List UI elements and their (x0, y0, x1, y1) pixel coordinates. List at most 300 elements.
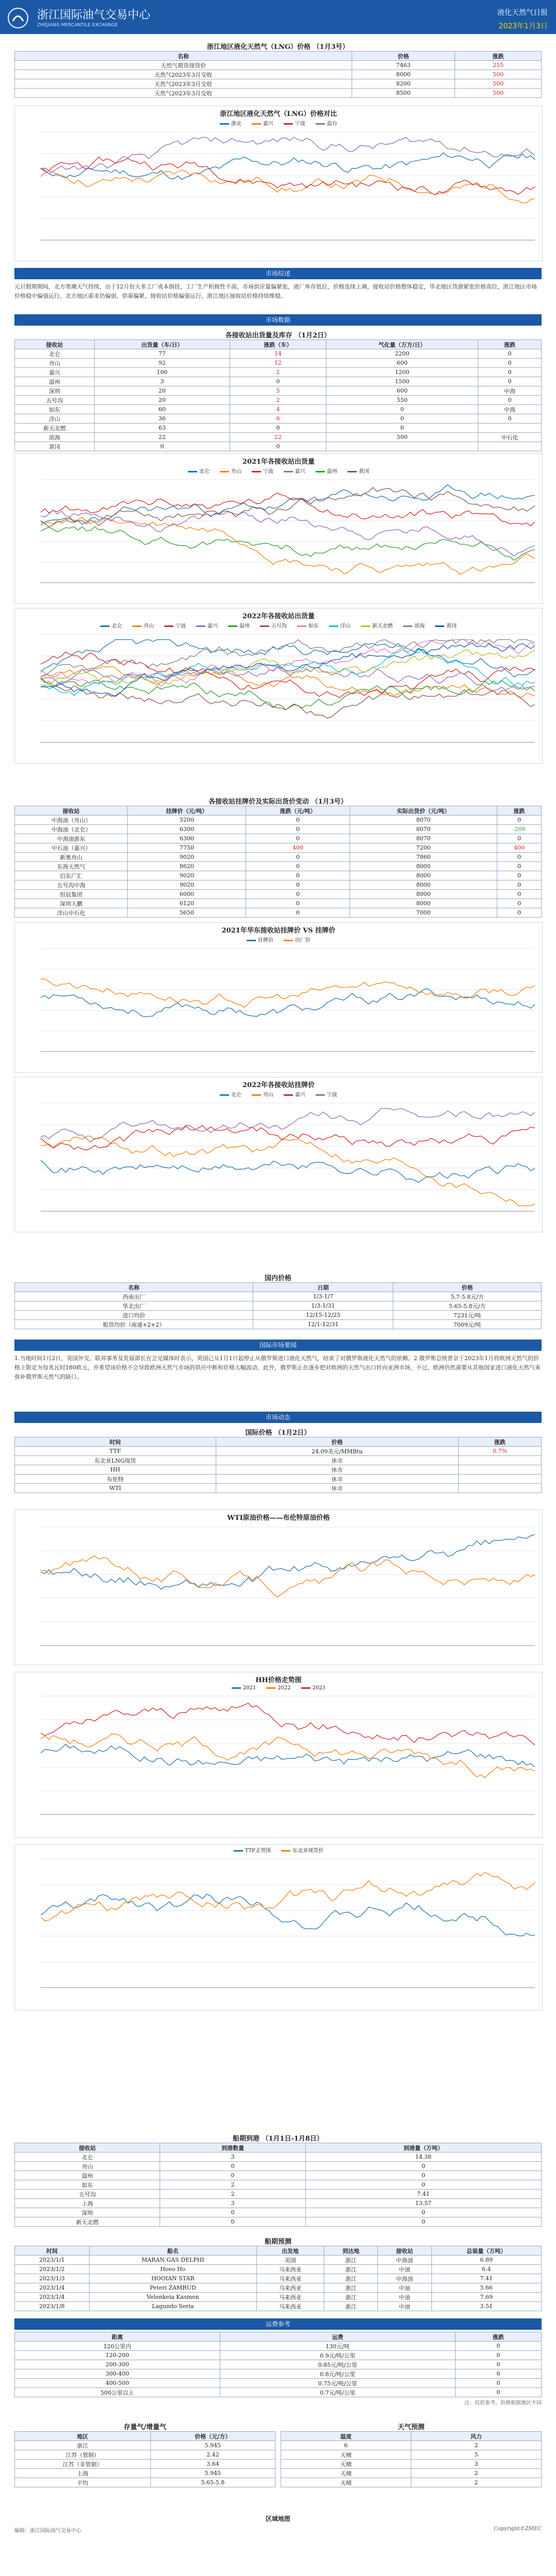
table-cell: 马来西亚 (256, 2274, 324, 2283)
table-cell: 2023/1/4 (15, 2293, 90, 2302)
table-cell: 上海 (15, 2469, 151, 2478)
table-cell: 0 (478, 349, 542, 359)
col-header: 接收站 (15, 806, 128, 816)
table-row (15, 2293, 542, 2302)
table-cell: 12/1-12/31 (253, 1320, 393, 1329)
table-cell: 中油 (378, 2265, 431, 2274)
table-cell: 2023/1/1 (15, 2256, 90, 2265)
region-map-label: 区域地图 (265, 2515, 290, 2522)
col-header: 出货量（车/日） (94, 340, 230, 349)
table-row (15, 825, 542, 834)
col-header: 时间 (15, 1437, 216, 1447)
table-cell: 0.85元/吨/公里 (220, 2360, 455, 2369)
table-cell: 7463 (352, 61, 455, 70)
table-cell: 8200 (352, 79, 455, 89)
table-cell: 0 (246, 899, 350, 908)
table-row (15, 2265, 542, 2274)
series-line (41, 979, 535, 1007)
table-cell: 0 (478, 377, 542, 386)
chart-2021-list-price (14, 922, 543, 1073)
col-header: 日期 (253, 1283, 393, 1292)
series-line (41, 989, 535, 1017)
legend-item: 2022 (266, 1685, 290, 1691)
terminal-price-table (14, 806, 542, 918)
freight-note: 注：仅供参考，价格根据地区不同 (464, 2400, 542, 2406)
table-cell: 8000 (350, 871, 497, 880)
chart-legend (15, 119, 542, 127)
table-cell: 0 (497, 899, 541, 908)
ship-arrival-section (14, 2133, 542, 2227)
table-cell: 浙江 (324, 2302, 378, 2311)
table-row (15, 1311, 542, 1320)
terminal-date: （1月2日） (294, 332, 331, 340)
line-chart (15, 943, 540, 1067)
table-cell: HH (15, 1465, 216, 1475)
table-cell: 0 (160, 2171, 305, 2180)
table-row (15, 2274, 542, 2283)
table-cell: 255 (455, 61, 542, 70)
table-cell: 0 (456, 2369, 542, 2379)
col-header: 涨跌 (478, 340, 542, 349)
table-cell: 7.69 (431, 2293, 541, 2302)
col-header: 运费 (220, 2332, 455, 2342)
table-cell: 中海油（舟山） (15, 816, 128, 825)
table-cell: 8070 (350, 834, 497, 843)
col-header: 涨跌 (497, 806, 541, 816)
legend-item: 嘉兴 (196, 623, 218, 629)
table-cell: 滨海 (15, 433, 95, 442)
table-row (15, 908, 542, 918)
table-row (15, 89, 542, 98)
section-bar-dynamics: 市场动态 (14, 1412, 542, 1423)
weather-title: 天气预测 (397, 2424, 425, 2431)
col-header: 价格 (393, 1283, 542, 1292)
section-bar-data: 市场数据 (14, 314, 542, 326)
table-cell: 0 (478, 368, 542, 377)
table-cell: 8500 (352, 89, 455, 98)
table-cell: 500 (326, 433, 478, 442)
table-cell: 马来西亚 (256, 2265, 324, 2274)
table-row (15, 368, 542, 377)
table-cell: 7.41 (305, 2190, 541, 2199)
table-cell: 新奥舟山 (15, 853, 128, 862)
table-row (15, 1484, 542, 1493)
table-cell: 5.945 (150, 2469, 275, 2478)
table-cell: 3 (94, 377, 230, 386)
legend-item: 嘉兴 (252, 121, 273, 127)
table-row (15, 1320, 542, 1329)
table-row (15, 862, 542, 871)
legend-item: 黄冈 (348, 469, 369, 474)
table-cell: 0 (497, 853, 541, 862)
chart-legend (15, 1846, 542, 1854)
section-bar-freight: 运费参考 (14, 2318, 542, 2330)
table-cell: 中海油（北仑） (15, 825, 128, 834)
table-cell: 0 (246, 880, 350, 890)
chart-hh-price (14, 1672, 543, 1838)
table-cell: 1200 (326, 368, 478, 377)
line-chart (15, 629, 540, 758)
table-cell: 0 (246, 871, 350, 880)
table-cell: 2023/1/3 (15, 2274, 90, 2283)
table-cell: 0 (497, 908, 541, 918)
table-cell: 7231元/吨 (393, 1311, 542, 1320)
table-cell: 1/3-1/31 (253, 1301, 393, 1311)
table-cell: 浙江 (324, 2265, 378, 2274)
series-line (41, 1734, 535, 1777)
table-row (15, 377, 542, 386)
table-cell: TTF (15, 1447, 216, 1456)
legend-item: 东北亚现货价 (281, 1848, 323, 1854)
legend-item: 五号沟 (260, 623, 287, 629)
table-cell: 3.64 (150, 2460, 275, 2469)
chart-legend (15, 1685, 542, 1691)
table-cell: 0 (497, 834, 541, 843)
table-cell: 5200 (128, 816, 246, 825)
table-cell: 平均 (15, 2478, 151, 2487)
table-cell: 5.65-5.8元/方 (393, 1301, 542, 1311)
series-line (41, 1160, 535, 1182)
col-header: 到达地 (324, 2246, 378, 2256)
table-cell (478, 423, 542, 433)
table-row (15, 853, 542, 862)
table-row (15, 2190, 542, 2199)
table-row (15, 1475, 542, 1484)
table-cell: 12 (230, 359, 326, 368)
chart-legend (15, 1090, 542, 1098)
table-cell: 5.945 (150, 2441, 275, 2450)
section-bar-market: 市场综述 (14, 268, 542, 279)
legend-item: 2021 (232, 1685, 256, 1691)
table-cell: 12/15-12/25 (253, 1311, 393, 1320)
table-cell: 天晴 (281, 2469, 411, 2478)
table-cell: 浙江 (324, 2274, 378, 2283)
table-cell: 北仑 (15, 2153, 160, 2162)
table-cell: 舟山 (15, 2162, 160, 2171)
table-cell: 0 (456, 2351, 542, 2360)
weather-table (281, 2431, 542, 2487)
table-cell: 2 (411, 2441, 542, 2450)
table-cell: 7000 (350, 908, 497, 918)
storage-weather-section (14, 2421, 542, 2487)
table-cell: 14 (230, 349, 326, 359)
table-cell: 0 (497, 890, 541, 899)
table-row (15, 2379, 542, 2388)
table-cell: 100 (94, 368, 230, 377)
legend-item: 2023 (301, 1685, 325, 1691)
table-cell: 13.57 (305, 2199, 541, 2208)
table-cell: 天然气2023年3月交收 (15, 70, 352, 79)
table-cell: 0 (305, 2171, 541, 2180)
table-cell: 中海 (478, 405, 542, 414)
col-header: 涨跌 (459, 1437, 542, 1447)
table-cell: 2 (411, 2478, 542, 2487)
col-header: 名称 (15, 52, 352, 61)
table-cell: 江苏（管制） (15, 2450, 151, 2460)
table-cell: 0 (246, 853, 350, 862)
table-cell: 马来西亚 (256, 2302, 324, 2311)
page-header (0, 0, 556, 34)
table-cell: 新天北燃 (15, 423, 95, 433)
chart-2022-list-price (14, 1077, 543, 1232)
table-row (15, 1447, 542, 1456)
table-cell: 6 (230, 414, 326, 423)
table-cell: 9020 (128, 880, 246, 890)
table-row (15, 2342, 542, 2351)
table-row (15, 349, 542, 359)
legend-item: 挂牌价 (247, 938, 273, 943)
table-cell: 500 (455, 89, 542, 98)
table-cell: 浙江 (324, 2256, 378, 2265)
table-row (15, 2256, 542, 2265)
legend-item: 滨海 (403, 623, 425, 629)
table-cell: 8000 (350, 862, 497, 871)
table-cell: 0.75元/吨/公里 (220, 2379, 455, 2388)
table-cell: 休市 (216, 1484, 459, 1493)
table-row (15, 405, 542, 414)
col-header: 涨跌（元/吨） (246, 806, 350, 816)
table-row (15, 2351, 542, 2360)
table-cell: 华北出厂 (15, 1301, 253, 1311)
table-row (281, 2441, 542, 2450)
table-cell: 500 (455, 79, 542, 89)
table-cell: 0 (326, 414, 478, 423)
table-cell: 0.7% (459, 1447, 542, 1456)
table-cell: 新天北燃 (15, 2217, 160, 2227)
ship-forecast-title: 船期预测 (264, 2238, 291, 2246)
series-line (41, 679, 535, 718)
table-cell: 6120 (128, 899, 246, 908)
table-row (15, 880, 542, 890)
table-cell: 3.51 (431, 2302, 541, 2311)
table-cell: 中油 (378, 2283, 431, 2293)
chart-ttf-vs-jkm (14, 1844, 543, 2010)
table-cell: 5.66 (431, 2283, 541, 2293)
lng-price-section (14, 41, 542, 98)
table-cell: 6 (281, 2441, 411, 2450)
legend-item: 宁波 (252, 469, 273, 474)
col-header: 出发地 (256, 2246, 324, 2256)
price-table-title: 各接收站挂牌价及实际出货价变动 (208, 798, 309, 806)
table-cell: 0 (478, 396, 542, 405)
table-cell: 中石化 (478, 433, 542, 442)
table-cell: 2023/1/4 (15, 2283, 90, 2293)
table-cell: 如东 (15, 2180, 160, 2190)
table-row (15, 359, 542, 368)
chart-title: WTI原油价格——布伦特原油价格 (227, 1514, 330, 1522)
col-header: 涨跌 (456, 2332, 542, 2342)
table-cell: -200 (497, 825, 541, 834)
col-header: 价格（元/方） (150, 2432, 275, 2441)
table-cell: 300-400 (15, 2369, 220, 2379)
legend-item: 浙北 (220, 121, 241, 127)
table-row (15, 2162, 542, 2171)
table-cell: 温州 (15, 377, 95, 386)
table-row (15, 890, 542, 899)
table-cell (478, 442, 542, 451)
series-line (41, 1109, 535, 1142)
col-header: 时间 (15, 2246, 90, 2256)
table-cell: 0 (230, 423, 326, 433)
table-cell: 6300 (128, 834, 246, 843)
table-row (15, 2153, 542, 2162)
lng-title: 浙江地区液化天然气（LNG）价格 (207, 43, 311, 51)
table-cell: 0 (456, 2388, 542, 2397)
terminal-title: 各接收站出货量及库存 (225, 332, 292, 340)
table-cell: 马来西亚 (256, 2293, 324, 2302)
chart-title: HH价格走势图 (255, 1676, 302, 1684)
table-cell: 5.7-5.8元/方 (393, 1292, 542, 1301)
line-chart (15, 127, 540, 256)
table-cell: 0 (497, 862, 541, 871)
table-cell: 600 (326, 386, 478, 396)
section-bar-news: 国际市场要闻 (14, 1340, 542, 1351)
table-cell: 五号沟 (15, 2190, 160, 2199)
legend-item: 嘉兴 (284, 469, 305, 474)
ship-arrival-title: 船期到港 (232, 2135, 259, 2143)
col-header: 风力 (411, 2432, 542, 2441)
legend-item: 北仑 (188, 469, 210, 474)
table-row (15, 843, 542, 853)
table-cell: 63 (94, 423, 230, 433)
table-cell: 2 (230, 396, 326, 405)
table-cell: 6.89 (431, 2256, 541, 2265)
ship-forecast-section (14, 2236, 542, 2311)
col-header: 温度 (281, 2432, 411, 2441)
table-row (15, 2171, 542, 2180)
table-row (15, 2469, 275, 2478)
table-cell: 2.42 (150, 2450, 275, 2460)
table-cell: 4 (230, 405, 326, 414)
col-header: 实际出货价（元/吨） (350, 806, 497, 816)
legend-item: 宁波 (316, 1092, 337, 1098)
table-cell: 22 (94, 433, 230, 442)
table-cell: 8000 (350, 890, 497, 899)
legend-item: 温台 (316, 121, 337, 127)
table-row (15, 433, 542, 442)
legend-item: 嘉兴 (284, 1092, 305, 1098)
table-row (281, 2478, 542, 2487)
table-cell: 7009元/吨 (393, 1320, 542, 1329)
legend-item: 舟山 (252, 1092, 273, 1098)
table-cell: 500 (455, 70, 542, 79)
table-cell: 8000 (350, 899, 497, 908)
table-cell: 启东广汇 (15, 871, 128, 880)
col-header: 地区 (15, 2432, 151, 2441)
table-cell: 浙江 (324, 2293, 378, 2302)
table-row (15, 2283, 542, 2293)
table-cell: 3 (160, 2153, 305, 2162)
table-cell: 温州 (15, 2171, 160, 2180)
legend-item: 温州 (316, 469, 337, 474)
col-header: 涨跌 (455, 52, 542, 61)
table-cell: 马来西亚 (256, 2283, 324, 2293)
table-cell (459, 1484, 542, 1493)
table-row (15, 2302, 542, 2311)
table-row (15, 2478, 275, 2487)
table-row (15, 899, 542, 908)
table-cell: 3 (411, 2460, 542, 2469)
col-header: 到港数量 (160, 2143, 305, 2153)
table-cell: 6.4 (431, 2265, 541, 2274)
ship-arrival-date: （1月1日-1月8日） (262, 2135, 324, 2143)
table-cell: 20 (94, 396, 230, 405)
table-cell: 美国 (256, 2256, 324, 2265)
table-row (15, 816, 542, 825)
table-cell: 东海天然气 (15, 862, 128, 871)
col-header: 接收站 (15, 2143, 160, 2153)
chart-legend (15, 467, 542, 474)
domestic-title: 国内价格 (264, 1275, 291, 1282)
line-chart (15, 1522, 540, 1661)
table-row (15, 2360, 542, 2369)
table-cell: 舟山 (15, 359, 95, 368)
table-cell: 5650 (128, 908, 246, 918)
ship-forecast-table (14, 2246, 542, 2311)
legend-item: 宁波 (164, 623, 186, 629)
table-cell: 200-300 (15, 2360, 220, 2369)
table-cell: 0 (326, 405, 478, 414)
line-chart (15, 474, 540, 598)
table-cell: 中油 (378, 2293, 431, 2302)
table-cell (459, 1456, 542, 1465)
price-table-date: （1月3号） (311, 798, 348, 806)
table-cell: 550 (326, 396, 478, 405)
table-cell: 8620 (128, 862, 246, 871)
line-chart (15, 1854, 540, 2003)
table-cell: MARAN GAS DELPHI (89, 2256, 256, 2265)
table-cell: HOOIAN STAR (89, 2274, 256, 2283)
series-line (41, 510, 535, 556)
chart-legend (15, 936, 542, 943)
table-cell: 江苏（非管制） (15, 2460, 151, 2469)
table-row (15, 1301, 542, 1311)
col-header: 接收站 (15, 340, 95, 349)
news-text: 1.当地时间1月2日，英国外交、联邦事务及发展部长在会见媒体时表示，英国已从1月1日起停止从俄罗斯进口液化天然气，结束了对俄罗斯液化天然气的依赖。2.俄罗斯总统普京于2023年1月将欧洲天然气的价格上限定为每兆瓦时180欧元，并希望该价格不会导致欧洲天然气市场的供应中断和价格大幅波动，此外，俄罗斯正在逐步把对欧洲的天然气出口转向亚洲市场，不过，欧洲仍然需要从其他国家进口液化天然气来弥补俄罗斯天然气的缺口。 (14, 1355, 541, 1380)
table-cell: 中海油 (378, 2256, 431, 2265)
col-header: 价格 (216, 1437, 459, 1447)
legend-item: 北仑 (220, 1092, 241, 1098)
table-cell (459, 1465, 542, 1475)
table-cell: 0 (497, 880, 541, 890)
table-cell: 2200 (326, 349, 478, 359)
table-cell: 9020 (128, 871, 246, 880)
chart-2022-shipments (14, 608, 543, 764)
table-cell: 3 (160, 2199, 305, 2208)
table-cell: 22 (230, 433, 326, 442)
table-row (281, 2450, 542, 2460)
col-header: 气化量（万方/日） (326, 340, 478, 349)
table-cell: 中油 (378, 2302, 431, 2311)
table-cell: 中海油 (378, 2274, 431, 2283)
table-cell: 0 (456, 2379, 542, 2388)
table-cell: 8070 (350, 816, 497, 825)
col-header: 价格 (352, 52, 455, 61)
freight-table (14, 2332, 542, 2397)
table-cell: 0.7元/吨/公里 (220, 2388, 455, 2397)
series-line (41, 1703, 535, 1745)
table-cell: 休市 (216, 1456, 459, 1465)
legend-item: 温州 (228, 623, 250, 629)
table-cell: 5 (411, 2450, 542, 2460)
table-cell: 1500 (326, 377, 478, 386)
table-row (15, 2388, 542, 2397)
table-cell: 20 (94, 386, 230, 396)
series-line (41, 1744, 535, 1767)
table-cell (326, 442, 478, 451)
table-cell: 36 (94, 414, 230, 423)
chart-title: 2021年各接收站出货量 (242, 458, 315, 466)
